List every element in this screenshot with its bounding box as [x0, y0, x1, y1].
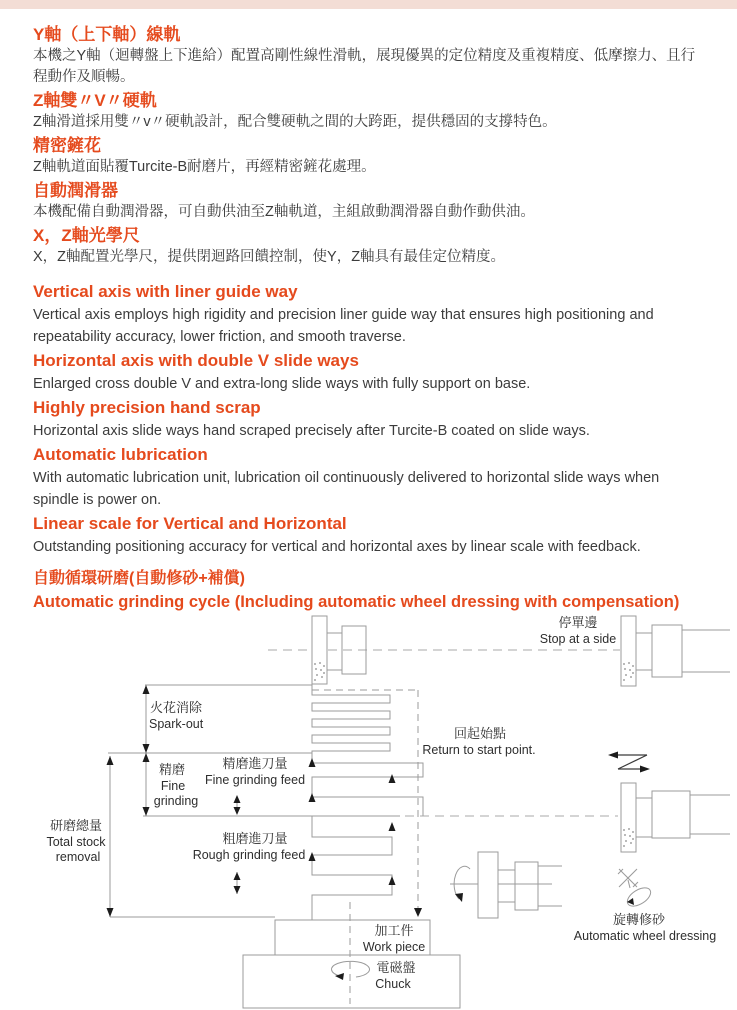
grinding-wheel-icon — [312, 616, 366, 684]
section-body: With automatic lubrication unit, lubrication oil continuously delivered to horizontal slide ways when spindle is power on. — [33, 470, 660, 508]
section-heading: Highly precision hand scrap — [33, 398, 261, 417]
section-body: Z軸滑道採用雙〃v〃硬軌設計，配合雙硬軌之間的大跨距，提供穩固的支撐特色。 — [33, 114, 557, 130]
rough-feed-label-en: Rough grinding feed — [192, 848, 306, 862]
section-heading: Automatic lubrication — [33, 445, 208, 464]
cycle-title-block — [33, 568, 709, 614]
cycle-title-zh: 自動循環研磨(自動修砂+補償) — [33, 570, 246, 587]
section-heading: Vertical axis with liner guide way — [33, 282, 298, 301]
english-sections — [33, 281, 709, 558]
section-body: 本機之Y軸（迴轉盤上下進給）配置高剛性線性滑軌，展現優異的定位精度及重複精度、低摩擦力、且行程動作及順暢。 — [33, 48, 696, 85]
section-body: X，Z軸配置光學尺，提供閉迴路回饋控制，使Y，Z軸具有最佳定位精度。 — [33, 249, 506, 265]
chuck-label-en: Chuck — [375, 977, 411, 991]
fine-label-zh: 精磨 — [158, 762, 186, 777]
return-path — [312, 690, 422, 917]
work-piece-label-zh: 加工件 — [374, 923, 414, 938]
section-heading: 自動潤滑器 — [33, 181, 118, 200]
stop-label-en: Stop at a side — [539, 632, 617, 646]
return-label-en: Return to start point. — [422, 743, 536, 757]
chuck-label-zh: 電磁盤 — [376, 960, 416, 975]
fine-feed-label-en: Fine grinding feed — [204, 773, 306, 787]
total-stock-label-en1: Total stock — [46, 835, 106, 849]
section-heading: X，Z軸光學尺 — [33, 226, 140, 245]
section-en-lubrication — [33, 444, 709, 511]
spark-out-label-zh: 火花消除 — [150, 700, 203, 715]
total-stock-dimension — [107, 756, 114, 917]
section-zh-z-axis — [33, 90, 709, 133]
section-zh-scraping — [33, 135, 709, 178]
spark-fine-dimension — [143, 685, 150, 816]
grinding-wheel-stop-icon — [621, 616, 730, 686]
section-body: Z軸軌道面貼覆Turcite-B耐磨片，再經精密鏟花處理。 — [33, 159, 376, 175]
section-body: 本機配備自動潤滑器，可自動供油至Z軸軌道，主組啟動潤滑器自動作動供油。 — [33, 204, 535, 220]
section-en-hand-scrap — [33, 397, 709, 442]
fine-feed-label-zh: 精磨進刀量 — [222, 756, 288, 771]
cycle-title-en: Automatic grinding cycle (Including automatic wheel dressing with compensation) — [33, 593, 680, 611]
content — [33, 24, 709, 614]
return-label-zh: 回起始點 — [453, 726, 507, 741]
section-heading: Horizontal axis with double V slide ways — [33, 351, 359, 370]
rough-feed-label-zh: 粗磨進刀量 — [222, 831, 288, 846]
work-piece-label-en: Work piece — [362, 940, 426, 954]
grinding-cycle-diagram — [0, 610, 737, 1010]
top-strip — [0, 0, 737, 9]
dressing-label-en: Automatic wheel dressing — [573, 929, 717, 943]
fine-label-en2: grinding — [153, 794, 199, 808]
total-stock-label-en2: removal — [55, 850, 101, 864]
rotating-spindle-icon — [450, 852, 562, 918]
grinding-pass-path — [312, 684, 423, 920]
section-heading: 精密鏟花 — [33, 136, 101, 155]
stop-label-zh: 停單邊 — [558, 615, 598, 630]
chuck-icon — [243, 902, 460, 1008]
section-zh-linear-scale — [33, 225, 709, 268]
section-body: Horizontal axis slide ways hand scraped precisely after Turcite-B coated on slide ways. — [33, 423, 590, 439]
traverse-direction-icon — [608, 752, 650, 773]
dressing-label-zh: 旋轉修砂 — [612, 912, 666, 927]
section-en-horizontal-axis — [33, 350, 709, 395]
section-body: Enlarged cross double V and extra-long slide ways with fully support on base. — [33, 376, 531, 392]
rough-feed-dimension — [234, 872, 241, 894]
section-zh-lubrication — [33, 180, 709, 223]
section-body: Outstanding positioning accuracy for vertical and horizontal axes by linear scale with feedback. — [33, 539, 641, 555]
fine-feed-dimension — [234, 795, 241, 815]
grinding-wheel-start-icon — [621, 783, 730, 852]
section-en-vertical-axis — [33, 281, 709, 348]
spark-out-label-en: Spark-out — [149, 717, 204, 731]
total-stock-label-zh: 研磨總量 — [49, 818, 103, 833]
section-en-linear-scale — [33, 513, 709, 558]
section-body: Vertical axis employs high rigidity and precision liner guide way that ensures high positioning and repeatability accuracy, lower friction, and smooth traverse. — [33, 307, 654, 345]
section-heading: Z軸雙〃V〃硬軌 — [33, 91, 157, 110]
section-heading: Y軸（上下軸）線軌 — [33, 25, 181, 44]
section-heading: Linear scale for Vertical and Horizontal — [33, 514, 347, 533]
fine-label-en1: Fine — [160, 779, 186, 793]
section-zh-y-axis — [33, 24, 709, 88]
wheel-dresser-icon — [618, 869, 654, 910]
